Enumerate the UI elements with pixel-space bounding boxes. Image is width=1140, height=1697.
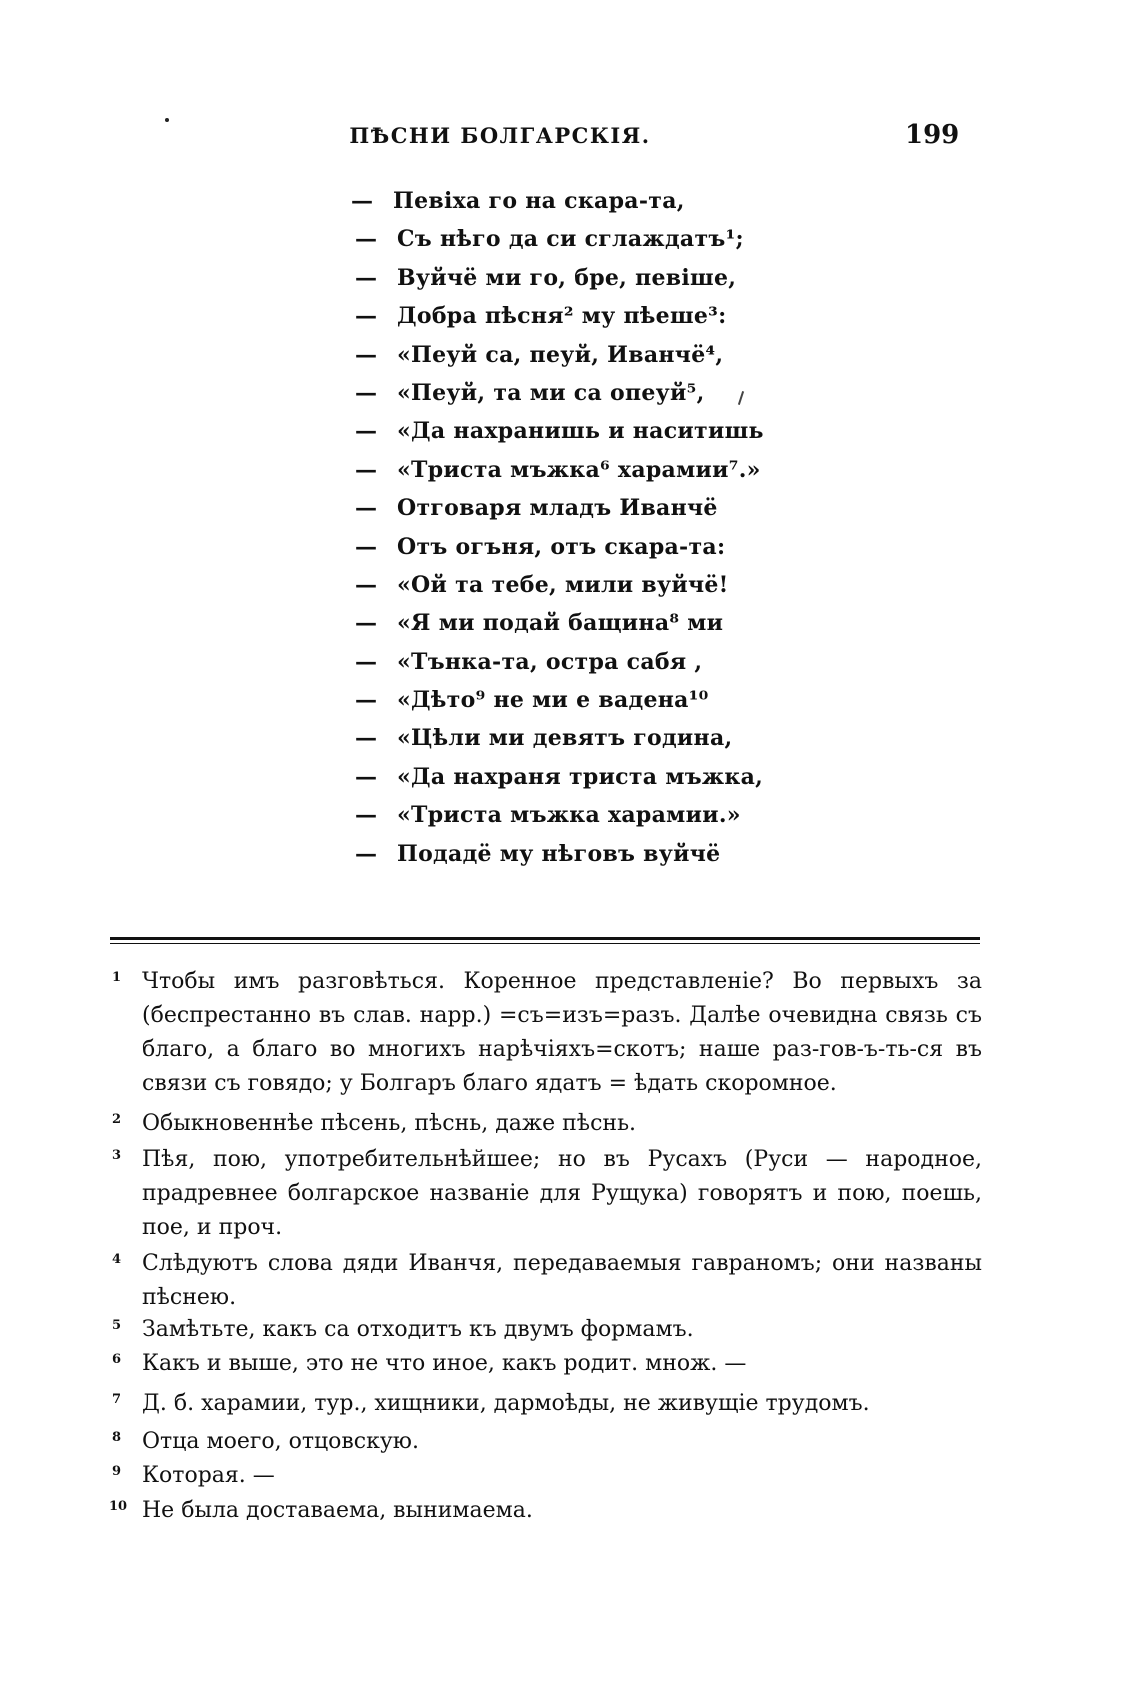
verse-text: Певіха го на скара-та, [393,188,685,214]
verse-dash: — [355,840,378,867]
footnote [112,1247,982,1313]
footnote-text: Отца моего, отцовскую. [142,1429,419,1454]
verse-line [355,796,875,834]
verse-line [355,336,875,374]
verse-dash: — [355,341,378,368]
footnote-text: Чтобы имъ разговѣться. Коренное представленіе? Во первыхъ за (беспрестанно въ слав. нарр.) =съ=изъ=разъ. Далѣе очевидна связь съ благо, а благо во многихъ нарѣчіяхъ=скотъ; наше раз-гов-ъ-ть-ся въ связи съ говядо; у Болгаръ благо ядатъ = ѣдать скоромное. [142,969,982,1096]
running-title: ПѢСНИ БОЛГАРСКІЯ. [349,123,651,148]
footnote-number: 2 [112,1112,122,1127]
footnote-number: 7 [112,1392,122,1407]
verse-text: «Да нахранишь и наситишь [397,418,764,445]
footnote-number: 4 [112,1252,122,1267]
verse-dash: — [355,610,378,637]
verse-dash: — [355,418,378,445]
verse-dash: — [355,533,378,560]
footnote-text: Пѣя, пою, употребительнѣйшее; но въ Русахъ (Руси — народное, прадревнее болгарское названіе для Рущука) говорятъ и пою, поешь, пое, и проч. [142,1147,982,1240]
verse-dash: — [355,725,378,752]
footnote-number: 8 [112,1430,122,1445]
footnote [112,1107,982,1143]
verse-text: «Триста мъжка⁶ харамии⁷.» [397,456,761,483]
verse-text: «Ой та тебе, мили вуйчё! [397,571,729,598]
verse-text: Вуйчё ми го, бре, певіше, [397,264,737,291]
verse-dash: — [355,226,378,253]
verse-dash: — [355,303,378,330]
verse-line [355,297,875,335]
footnote-text: Не была доставаема, вынимаема. [142,1498,533,1523]
verse-dash: — [355,379,378,406]
footnote-number: 9 [112,1464,122,1479]
verse-line [355,604,875,642]
footnote [112,1425,982,1459]
footnote [112,1387,982,1425]
verse-text: «Цѣли ми девятъ година, [397,725,733,752]
verse-line [355,835,875,873]
verse-dash: — [355,763,378,790]
footnote-text: Д. б. харамии, тур., хищники, дармоѣды, не живущіе трудомъ. [142,1391,870,1416]
verse-line [355,220,875,258]
verse-dash: — [355,456,378,483]
verse-text: Подадё му нѣговъ вуйчё [397,840,721,867]
verse-dash: — [355,264,378,291]
footnote [109,1494,982,1528]
verse-text: «Триста мъжка харамии.» [397,802,741,829]
footnotes [109,965,982,1528]
footnote [112,1313,982,1347]
verse-text: «Пеуй, та ми са опеуй⁵, [397,379,705,406]
footnote-text: Замѣтьте, какъ са отходитъ къ двумъ формамъ. [142,1317,694,1342]
verse-line [355,643,875,681]
verse-line [351,182,875,220]
verse-text: «Я ми подай бащина⁸ ми [397,610,724,637]
footnote-text: Какъ и выше, это не что иное, какъ родит. множ. — [142,1351,747,1376]
footnote-text: Слѣдуютъ слова дяди Иванчя, передаваемыя гавраномъ; они названы пѣснею. [142,1251,982,1310]
verse-line [355,758,875,796]
footnote-number: 10 [109,1499,128,1514]
footnote-divider-thin [110,943,980,944]
verse-dash: — [351,188,374,214]
footnote-number: 5 [112,1318,122,1333]
verse-line [355,681,875,719]
footnote [112,1347,982,1387]
verse-dash: — [355,571,378,598]
verse-dash: — [355,802,378,829]
verse-text: Отговаря младъ Иванчё [397,495,718,522]
verse-text: «Дѣто⁹ не ми е вадена¹⁰ [397,687,709,714]
footnote [112,965,982,1107]
verse-line [355,719,875,757]
page-number: 199 [905,120,960,150]
footnote-number: 6 [112,1352,122,1367]
verse-text: «Пеуй са, пеуй, Иванчё⁴, [397,341,724,368]
verse-text: «Да нахраня триста мъжка, [397,763,764,790]
verse-line [355,566,875,604]
verse-line [355,451,875,489]
footnote-text: Которая. — [142,1463,275,1488]
poem-verses [351,182,875,873]
verse-line [355,489,875,527]
verse-line [355,259,875,297]
verse-text: «Тънка-та, остра сабя , [397,648,703,675]
footnote [112,1143,982,1247]
verse-dash: — [355,648,378,675]
verse-dash: — [355,495,378,522]
verse-line [355,374,875,412]
verse-text: Съ нѣго да си сглаждатъ¹; [397,226,744,253]
verse-text: Добра пѣсня² му пѣеше³: [397,303,727,330]
footnote-divider [110,937,980,940]
footnote-text: Обыкновеннѣе пѣсень, пѣснь, даже пѣснь. [142,1111,637,1136]
verse-line [355,412,875,450]
verse-line [355,528,875,566]
margin-mark [165,118,169,122]
footnote-number: 1 [112,970,122,985]
footnote [112,1459,982,1494]
footnote-number: 3 [112,1148,122,1163]
verse-dash: — [355,687,378,714]
verse-text: Отъ огъня, отъ скара-та: [397,533,726,560]
